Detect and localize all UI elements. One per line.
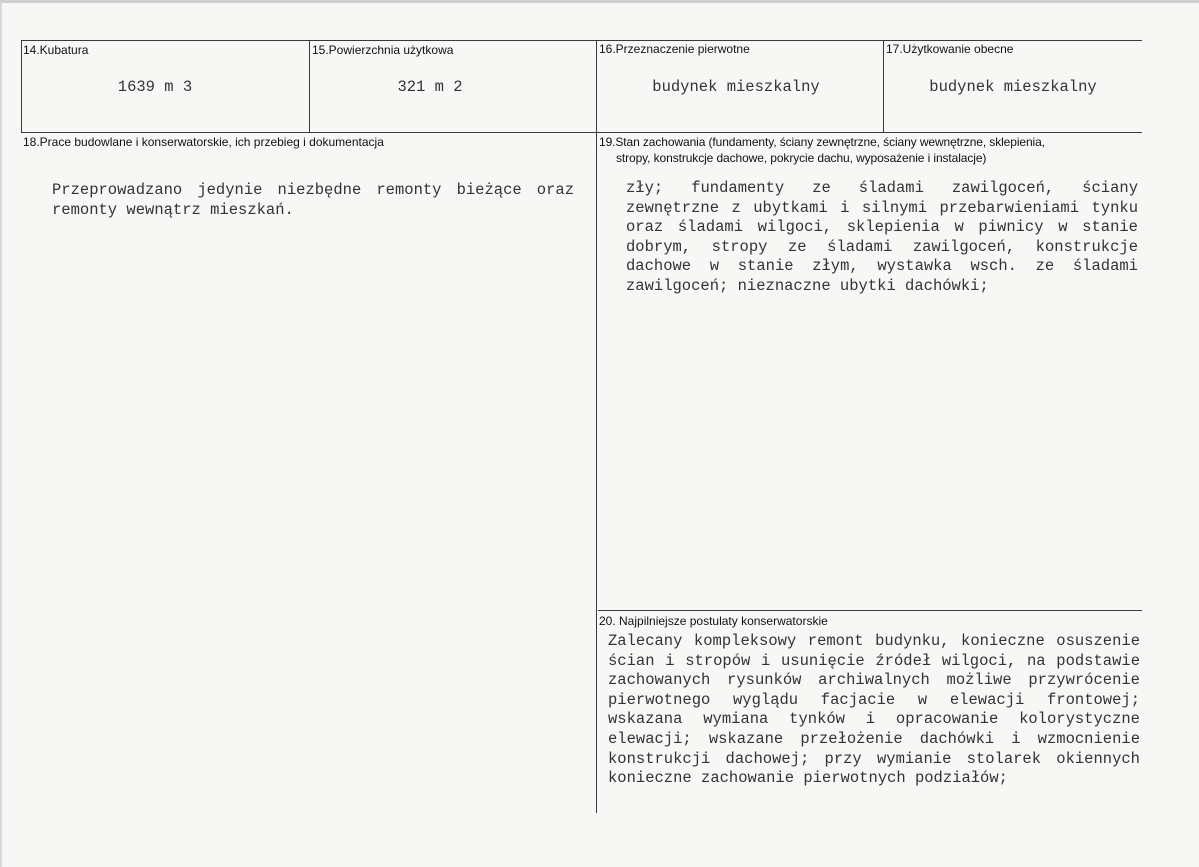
field-18-label: 18.Prace budowlane i konserwatorskie, ich przebieg i dokumentacja — [23, 135, 384, 149]
field-17-value: budynek mieszkalny — [929, 78, 1097, 96]
field-19-label-line2: stropy, konstrukcje dachowe, pokrycie dachu, wyposażenie i instalacje) — [616, 151, 987, 165]
field-17-label: 17.Użytkowanie obecne — [886, 42, 1014, 56]
field-15-value: 321 m 2 — [397, 78, 463, 96]
row-divider — [21, 132, 1142, 133]
field-20-value: Zalecany kompleksowy remont budynku, konieczne osuszenie ścian i stropów i usunięcie źródeł wilgoci, na podstawie zachowanych rysunków archiwalnych możliwe przywrócenie pierwotnego wyglądu facjacie w elewacji frontowej; wskazana wymiana tynków i opracowanie kolorystyczne elewacji; wskazane przełożenie dachówki i wzmocnienie konstrukcji dachowej; przy wymianie stolarek okiennych konieczne zachowanie pierwotnych podziałów; — [608, 632, 1140, 788]
field-14-value: 1639 m 3 — [117, 78, 193, 96]
field-19-value: zły; fundamenty ze śladami zawilgoceń, ściany zewnętrzne z ubytkami i silnymi przebarwieniami tynku oraz śladami wilgoci, sklepienia w piwnicy w stanie dobrym, stropy ze śladami zawilgoceń, konstrukcje dachowe w stanie złym, wystawka wsch. ze śladami zawilgoceń; nieznaczne ubytki dachówki; — [626, 179, 1138, 295]
field-16-value: budynek mieszkalny — [652, 78, 820, 96]
field-18-value: Przeprowadzano jedynie niezbędne remonty bieżące oraz remonty wewnątrz mieszkań. — [52, 181, 574, 219]
col-divider-2 — [596, 40, 597, 813]
field-14-label: 14.Kubatura — [23, 43, 89, 57]
field-20-label: 20. Najpilniejsze postulaty konserwatorskie — [599, 614, 828, 628]
field-19-label-line1: 19.Stan zachowania (fundamenty, ściany zewnętrzne, ściany wewnętrzne, sklepienia, — [599, 135, 1045, 149]
field-16-label: 16.Przeznaczenie pierwotne — [599, 42, 750, 56]
field-15-label: 15.Powierzchnia użytkowa — [312, 43, 454, 57]
top-rule — [21, 40, 1142, 41]
section-20-divider — [598, 610, 1142, 611]
